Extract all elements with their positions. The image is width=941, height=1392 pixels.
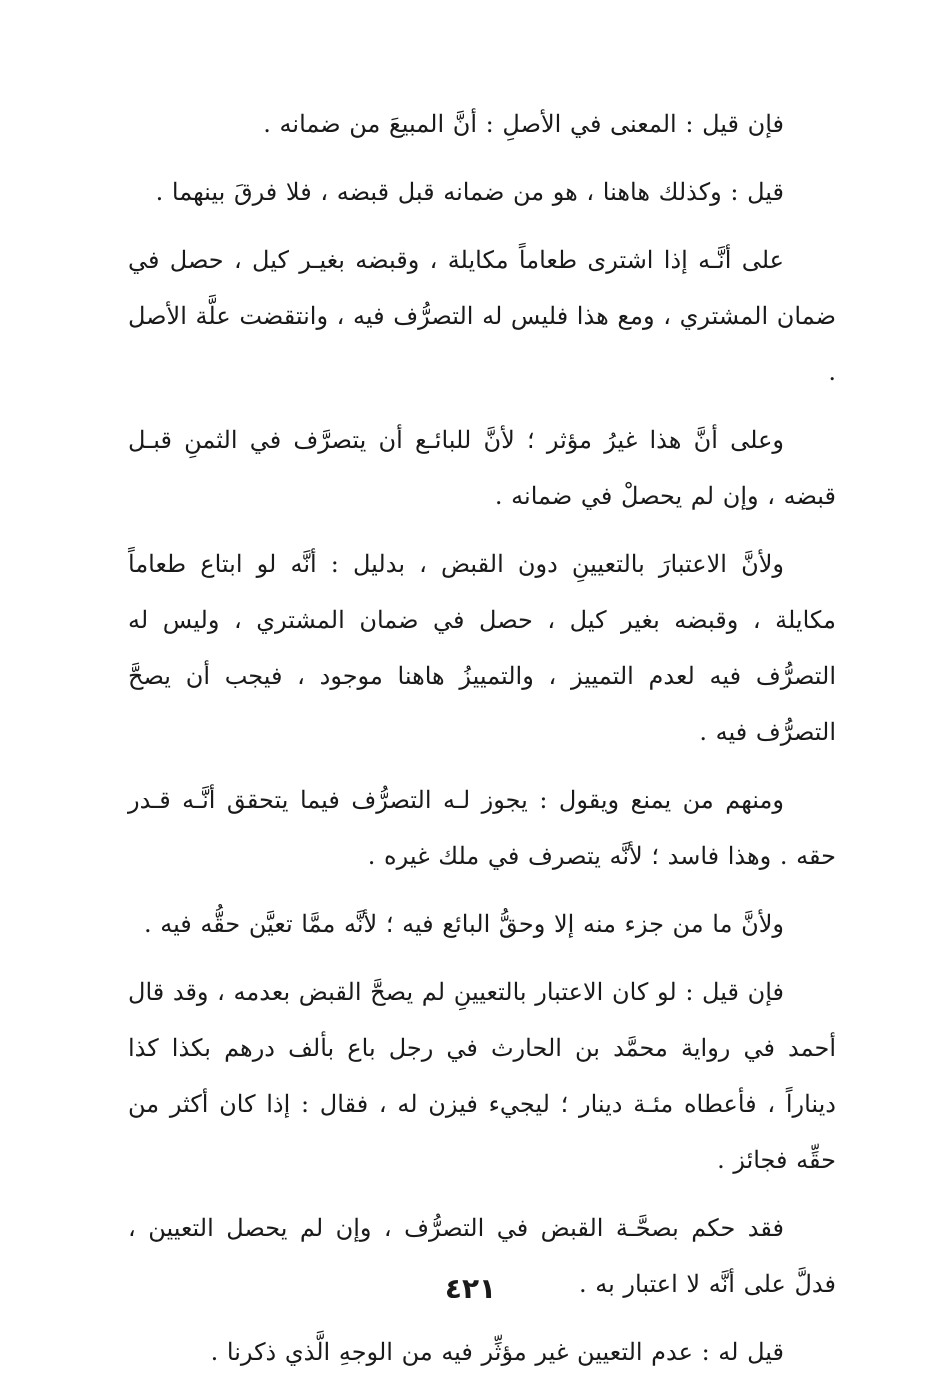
paragraph: فإن قيل : لو كان الاعتبار بالتعيينِ لم يصحَّ القبض بعدمه ، وقد قال أحمد في رواية محمَّد بن الحارث في رجل باع بألف درهم بكذا كذا ديناراً ، فأعطاه مئـة دينار ؛ ليجيء فيزن له ، فقال : إذا كان أكثر من حقِّه فجائز . — [128, 978, 836, 1174]
paragraph: فإن قيل : المعنى في الأصلِ : أنَّ المبيعَ من ضمانه . — [263, 110, 784, 138]
paragraph: وعلى أنَّ هذا غيرُ مؤثر ؛ لأنَّ للبائـع أن يتصرَّف في الثمنِ قبـل قبضه ، وإن لم يحصلْ في ضمانه . — [128, 426, 836, 510]
page-number: ٤٢١ — [444, 1272, 497, 1305]
paragraph: قيل له : عدم التعيين غير مؤثِّر فيه من الوجهِ الَّذي ذكرنا . — [210, 1338, 784, 1366]
paragraph: فقد حكم بصحَّـة القبض في التصرُّف ، وإن لم يحصل التعيين ، فدلَّ على أنَّه لا اعتبار به . — [128, 1214, 836, 1298]
paragraph: ومنهم من يمنع ويقول : يجوز لـه التصرُّف فيما يتحقق أنَّـه قـدر حقه . وهذا فاسد ؛ لأنَّه يتصرف في ملك غيره . — [128, 786, 836, 870]
paragraph: ولأنَّ الاعتبارَ بالتعيينِ دون القبض ، بدليل : أنَّه لو ابتاع طعاماً مكايلة ، وقبضه بغير كيل ، حصل في ضمان المشتري ، وليس له التصرُّف فيه لعدم التمييز ، والتمييزُ هاهنا موجود ، فيجب أن يصحَّ التصرُّف فيه . — [128, 550, 836, 746]
paragraph: على أنَّـه إذا اشترى طعاماً مكايلة ، وقبضه بغيـر كيل ، حصل في ضمان المشتري ، ومع هذا فليس له التصرُّف فيه ، وانتقضت علَّة الأصل . — [128, 246, 836, 386]
paragraph: ولأنَّ ما من جزء منه إلا وحقُّ البائع فيه ؛ لأنَّه ممَّا تعيَّن حقُّه فيه . — [143, 910, 784, 938]
paragraph: قيل : وكذلك هاهنا ، هو من ضمانه قبل قبضه ، فلا فرقَ بينهما . — [155, 178, 784, 206]
page-body — [128, 96, 836, 1392]
